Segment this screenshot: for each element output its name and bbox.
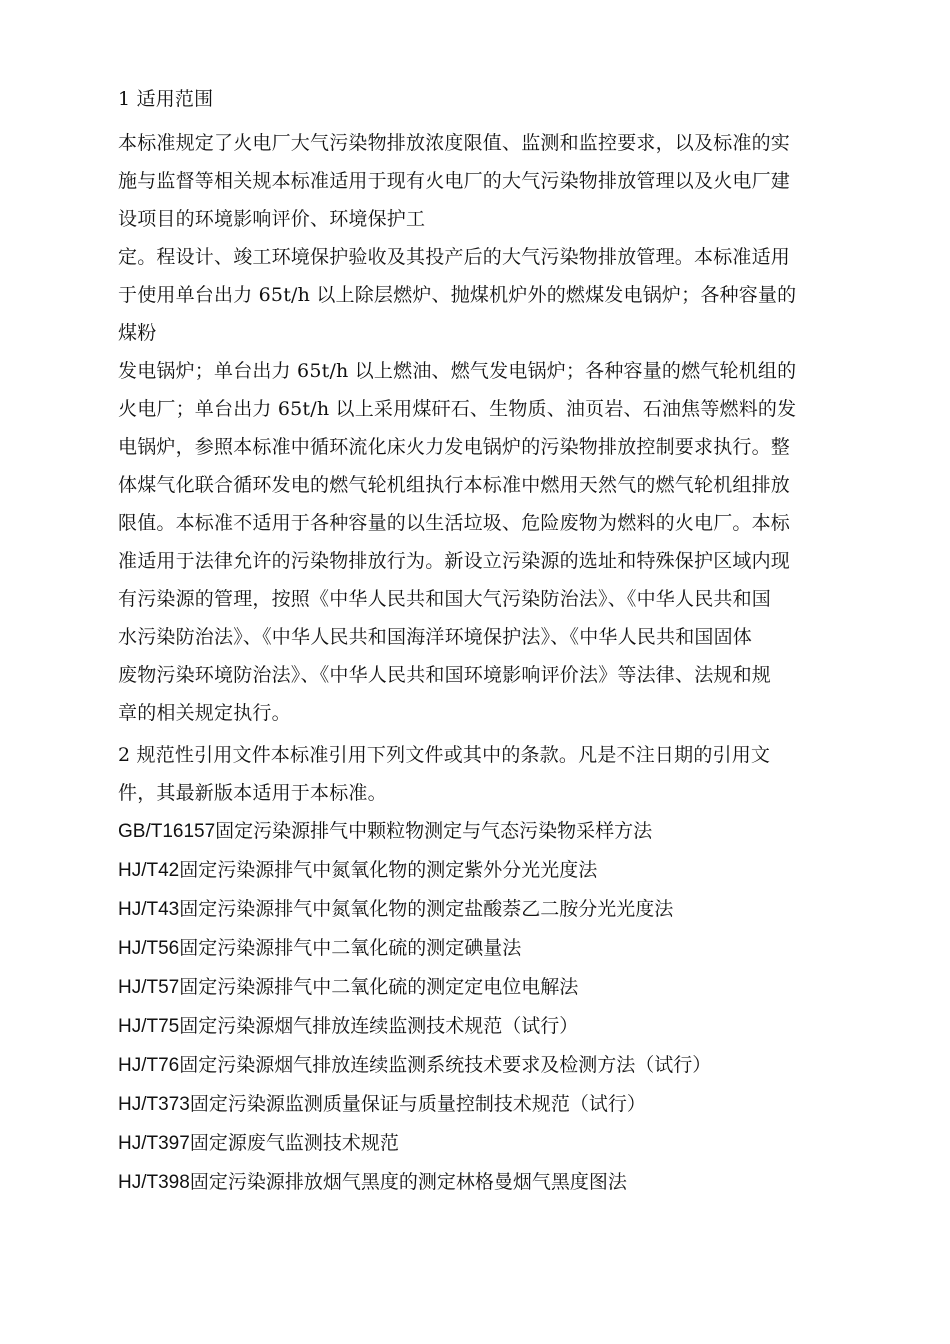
reference-code: HJ/T76: [118, 1055, 180, 1076]
paragraph-line: 施与监督等相关规本标准适用于现有火电厂的大气污染物排放管理以及火电厂建: [118, 170, 791, 192]
paragraph-line: 本标准规定了火电厂大气污染物排放浓度限值、监测和监控要求，以及标准的实: [118, 132, 791, 154]
reference-title: 固定污染源排气中二氧化硫的测定碘量法: [179, 937, 522, 959]
reference-title: 固定源废气监测技术规范: [189, 1132, 399, 1154]
reference-item: [118, 1007, 833, 1046]
paragraph-line: 水污染防治法》、《中华人民共和国海洋环境保护法》、《中华人民共和国固体: [118, 626, 753, 648]
paragraph-line: 章的相关规定执行。: [118, 702, 291, 724]
paragraph-line: 火电厂；单台出力 65t/h 以上采用煤矸石、生物质、油页岩、石油焦等燃料的发: [118, 398, 797, 420]
paragraph-line: 于使用单台出力 65t/h 以上除层燃炉、抛煤机炉外的燃煤发电锅炉；各种容量的: [118, 284, 797, 306]
paragraph-line: 有污染源的管理，按照《中华人民共和国大气污染防治法》、《中华人民共和国: [118, 588, 772, 610]
reference-code: GB/T16157: [118, 821, 216, 842]
reference-code: HJ/T397: [118, 1133, 190, 1154]
reference-title: 固定污染源排气中颗粒物测定与气态污染物采样方法: [215, 820, 653, 842]
reference-title: 固定污染源监测质量保证与质量控制技术规范（试行）: [189, 1093, 646, 1115]
reference-title: 固定污染源排气中氮氧化物的测定盐酸萘乙二胺分光光度法: [179, 898, 674, 920]
reference-code: HJ/T75: [118, 1016, 180, 1037]
reference-title: 固定污染源排气中氮氧化物的测定紫外分光光度法: [179, 859, 598, 881]
reference-title: 固定污染源烟气排放连续监测技术规范（试行）: [179, 1015, 579, 1037]
section-2-body: [118, 736, 833, 812]
reference-code: HJ/T42: [118, 860, 180, 881]
reference-code: HJ/T57: [118, 977, 180, 998]
section-1-body: [118, 124, 833, 732]
reference-item: [118, 1046, 833, 1085]
paragraph-line: 设项目的环境影响评价、环境保护工: [118, 208, 426, 230]
reference-item: [118, 968, 833, 1007]
reference-item: [118, 890, 833, 929]
reference-item: [118, 812, 833, 851]
paragraph-line: 定。程设计、竣工环境保护验收及其投产后的大气污染物排放管理。本标准适用: [118, 246, 791, 268]
paragraph-line: 发电锅炉；单台出力 65t/h 以上燃油、燃气发电锅炉；各种容量的燃气轮机组的: [118, 360, 797, 382]
reference-item: [118, 1124, 833, 1163]
paragraph-line: 限值。本标准不适用于各种容量的以生活垃圾、危险废物为燃料的火电厂。本标: [118, 512, 791, 534]
document-page: [118, 80, 833, 1202]
reference-item: [118, 1163, 833, 1202]
paragraph-line: 煤粉: [118, 322, 157, 344]
reference-code: HJ/T373: [118, 1094, 190, 1115]
reference-code: HJ/T398: [118, 1172, 190, 1193]
reference-title: 固定污染源排气中二氧化硫的测定定电位电解法: [179, 976, 579, 998]
reference-item: [118, 851, 833, 890]
reference-item: [118, 929, 833, 968]
paragraph-line: 废物污染环境防治法》、《中华人民共和国环境影响评价法》等法律、法规和规: [118, 664, 772, 686]
reference-title: 固定污染源烟气排放连续监测系统技术要求及检测方法（试行）: [179, 1054, 712, 1076]
section-1-heading: 1 适用范围: [118, 88, 214, 110]
reference-code: HJ/T43: [118, 899, 180, 920]
reference-code: HJ/T56: [118, 938, 180, 959]
paragraph-line: 体煤气化联合循环发电的燃气轮机组执行本标准中燃用天然气的燃气轮机组排放: [118, 474, 791, 496]
reference-list: [118, 812, 833, 1202]
paragraph-line: 电锅炉，参照本标准中循环流化床火力发电锅炉的污染物排放控制要求执行。整: [118, 436, 791, 458]
reference-item: [118, 1085, 833, 1124]
section-2-heading-line: 2 规范性引用文件本标准引用下列文件或其中的条款。凡是不注日期的引用文: [118, 744, 771, 766]
reference-title: 固定污染源排放烟气黑度的测定林格曼烟气黑度图法: [189, 1171, 627, 1193]
paragraph-line: 准适用于法律允许的污染物排放行为。新设立污染源的选址和特殊保护区域内现: [118, 550, 791, 572]
paragraph-line: 件，其最新版本适用于本标准。: [118, 782, 387, 804]
